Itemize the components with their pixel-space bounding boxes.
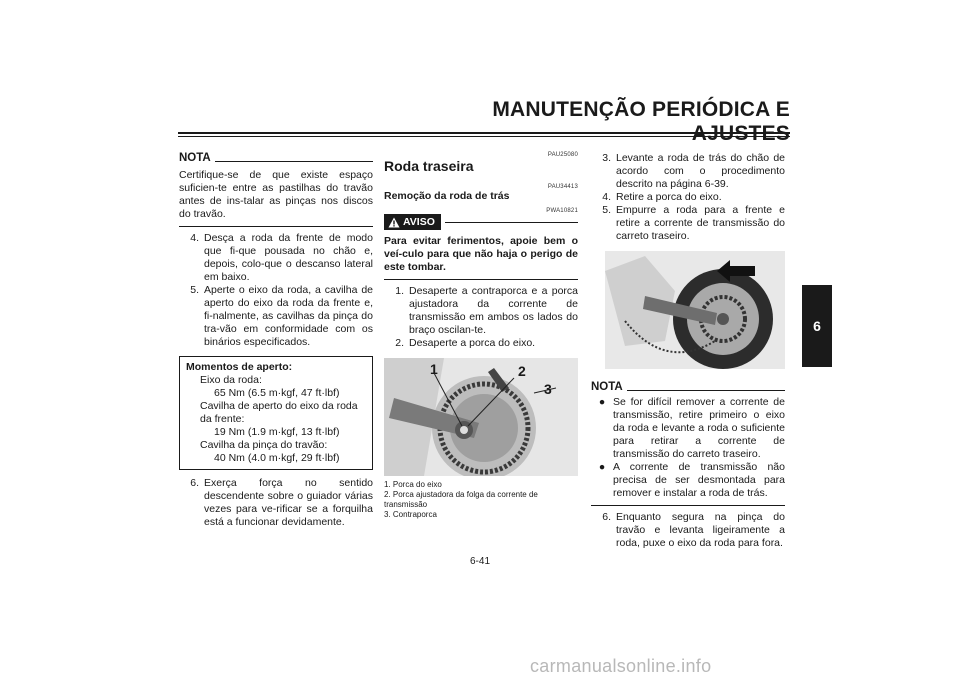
wheel-photo: [605, 251, 785, 369]
aviso-label: AVISO: [403, 216, 435, 228]
step-item: [591, 204, 785, 243]
step-number: 2.: [395, 337, 404, 349]
warning-icon: [388, 217, 400, 228]
step-number: 4.: [190, 232, 199, 244]
axle-figure: [384, 358, 578, 476]
step-text: Desaperte a porca do eixo.: [409, 337, 536, 349]
nota-label: NOTA: [179, 152, 211, 164]
chapter-tab: [802, 285, 832, 367]
nota-text: Certifique-se de que existe espaço suficien-te entre as pastilhas do travão antes de ins-talar as pinças nos discos do travão.: [179, 169, 373, 220]
page-title: MANUTENÇÃO PERIÓDICA E: [492, 98, 790, 121]
step-item: [179, 477, 373, 529]
step-number: 6.: [190, 477, 199, 489]
figure-label-1: 1: [430, 361, 438, 377]
nota-end-rule: [179, 226, 373, 227]
wheel-figure: [605, 251, 785, 369]
aviso-heading: [384, 214, 578, 230]
aviso-text: Para evitar ferimentos, apoie bem o veí-culo para que não haja o perigo de este tombar.: [384, 235, 578, 273]
figure-captions: [384, 480, 578, 520]
step-number: 4.: [602, 191, 611, 203]
aviso-end-rule: [384, 279, 578, 280]
ref-code: PAU25080: [547, 152, 578, 158]
step-item: [384, 285, 578, 337]
step-text: Enquanto segura na pinça do travão e levanta ligeiramente a roda, puxe o eixo da roda para fora.: [616, 511, 785, 549]
torque-line: Cavilha de aperto do eixo da roda da frente:: [200, 400, 358, 425]
bullet-item: [591, 396, 785, 461]
step-number: 1.: [395, 285, 404, 297]
torque-title: Momentos de aperto:: [186, 361, 293, 373]
nota-heading: [591, 381, 785, 393]
torque-value: 65 Nm (6.5 m·kgf, 47 ft·lbf): [214, 387, 340, 399]
figure-label-2: 2: [518, 363, 526, 379]
step-item: [591, 191, 785, 204]
step-number: 5.: [190, 284, 199, 296]
bullet-text: Se for difícil remover a corrente de transmissão, retire primeiro o eixo da roda e levante a roda o suficiente para retirar a corrente de transmissão do carreto traseiro.: [613, 396, 785, 460]
torque-value: 40 Nm (4.0 m·kgf, 29 ft·lbf): [214, 452, 340, 464]
torque-line: Eixo da roda:: [200, 374, 262, 386]
bullet-dot-icon: ●: [598, 396, 606, 408]
step-text: Desça a roda da frente de modo que fi-que pousada no chão e, depois, colo-que o descanso lateral em baixo.: [204, 232, 373, 283]
step-number: 3.: [602, 152, 611, 164]
nota-end-rule: [591, 505, 785, 506]
step-item: [179, 232, 373, 284]
column-left: [179, 152, 373, 529]
step-text: Desaperte a contraporca e a porca ajustadora da corrente de transmissão em ambos os lados do braço oscilan-te.: [409, 285, 578, 336]
bullet-dot-icon: ●: [598, 461, 606, 473]
caption-item: 2. Porca ajustadora da folga da corrente de transmissão: [384, 490, 538, 509]
step-item: [591, 152, 785, 191]
nota-rule: [627, 390, 785, 391]
aviso-badge: [384, 214, 441, 230]
torque-line: Cavilha da pinça do travão:: [200, 439, 328, 451]
ref-code: PAU34413: [547, 184, 578, 190]
step-text: Empurre a roda para a frente e retire a corrente de transmissão do carreto traseiro.: [616, 204, 785, 242]
step-text: Retire a porca do eixo.: [616, 191, 722, 203]
header-rule: [178, 132, 790, 134]
caption-item: 1. Porca do eixo: [384, 480, 442, 489]
column-middle: [384, 152, 578, 520]
nota-heading: [179, 152, 373, 164]
step-item: [384, 337, 578, 350]
step-text: Exerça força no sentido descendente sobre o guiador várias vezes para ve-rificar se a forquilha está a funcionar devidamente.: [204, 477, 373, 528]
aviso-rule: [445, 222, 578, 223]
ref-code: PWA10821: [546, 208, 578, 214]
step-text: Aperte o eixo da roda, a cavilha de aperto do eixo da roda da frente e, fi-nalmente, as cavilhas da pinça do tra-vão em conformidade com os binários especificados.: [204, 284, 373, 348]
step-number: 5.: [602, 204, 611, 216]
subsection-title: Remoção da roda de trás: [384, 190, 510, 202]
torque-box: [179, 356, 373, 470]
nota-rule: [215, 161, 373, 162]
chapter-tab-label: 6: [813, 318, 821, 334]
step-text: Levante a roda de trás do chão de acordo com o procedimento descrito na página 6-39.: [616, 152, 785, 190]
watermark: carmanualsonline.info: [530, 656, 712, 676]
bullet-item: [591, 461, 785, 500]
step-item: [591, 511, 785, 550]
bullet-text: A corrente de transmissão não precisa de ser desmontada para remover e instalar a roda de trás.: [613, 461, 785, 499]
page-number: 6-41: [469, 556, 490, 567]
header-rule-thin: [178, 136, 790, 137]
step-number: 6.: [602, 511, 611, 523]
column-right: [591, 152, 785, 550]
axle-photo: [384, 358, 578, 476]
step-item: [179, 284, 373, 349]
nota-label: NOTA: [591, 381, 623, 393]
figure-label-3: 3: [544, 381, 552, 397]
torque-value: 19 Nm (1.9 m·kgf, 13 ft·lbf): [214, 426, 340, 438]
caption-item: 3. Contraporca: [384, 510, 437, 519]
section-title: Roda traseira: [384, 158, 474, 174]
